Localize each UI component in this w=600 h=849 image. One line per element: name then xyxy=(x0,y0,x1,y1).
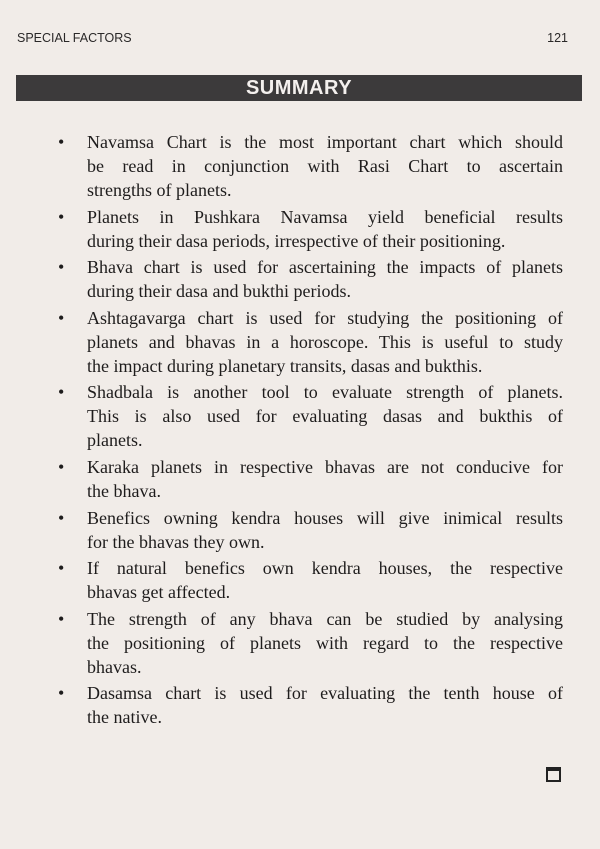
summary-list xyxy=(0,130,600,732)
section-title: SUMMARY xyxy=(245,76,353,99)
list-item-text-line: Benefics owning kendra houses will give inimical results xyxy=(87,507,563,528)
end-of-section-square-icon xyxy=(546,767,561,782)
list-item-text-line: Shadbala is another tool to evaluate strength of planets. xyxy=(87,382,563,403)
list-item xyxy=(0,255,600,303)
list-item-text-line: bhavas. xyxy=(87,656,142,677)
list-item-text-line: the positioning of planets with regard to the respective xyxy=(87,632,563,653)
list-item xyxy=(0,306,600,378)
list-item-text-line: The strength of any bhava can be studied by analysing xyxy=(87,608,563,629)
list-item xyxy=(0,380,600,452)
list-item-text-line: Dasamsa chart is used for evaluating the tenth house of xyxy=(87,683,563,704)
list-item xyxy=(0,556,600,604)
bullet-icon: • xyxy=(58,507,65,528)
bullet-icon: • xyxy=(58,257,65,278)
list-item xyxy=(0,130,600,202)
list-item xyxy=(0,205,600,253)
bullet-icon: • xyxy=(58,608,65,629)
list-item-text-line: Navamsa Chart is the most important chart which should xyxy=(87,132,563,152)
list-item-text-line: planets and bhavas in a horoscope. This is useful to study xyxy=(87,331,563,352)
list-item-text-line: for the bhavas they own. xyxy=(87,531,265,552)
list-item-text-line: during their dasa and bukthi periods. xyxy=(87,281,351,302)
list-item xyxy=(0,506,600,554)
list-item-text-line: Planets in Pushkara Navamsa yield beneficial results xyxy=(87,206,563,227)
list-item-text-line: be read in conjunction with Rasi Chart to ascertain xyxy=(87,156,563,176)
list-item-text-line: the native. xyxy=(87,707,162,728)
section-title-bar xyxy=(16,75,582,101)
list-item-text-line: the bhava. xyxy=(87,480,161,501)
list-item-text-line: during their dasa periods, irrespective of their positioning. xyxy=(87,230,506,251)
running-title: SPECIAL FACTORS xyxy=(17,31,132,45)
list-item-text-line: Ashtagavarga chart is used for studying the positioning of xyxy=(87,307,563,328)
bullet-icon: • xyxy=(58,456,65,477)
list-item-text-line: strengths of planets. xyxy=(87,180,232,200)
bullet-icon: • xyxy=(58,382,65,403)
list-item xyxy=(0,455,600,503)
list-item-text-line: Bhava chart is used for ascertaining the impacts of planets xyxy=(87,257,563,278)
list-item-text-line: This is also used for evaluating dasas and bukthis of xyxy=(87,406,563,427)
list-item-text-line: bhavas get affected. xyxy=(87,582,231,603)
list-item xyxy=(0,607,600,679)
bullet-icon: • xyxy=(58,132,65,152)
list-item-text-line: If natural benefics own kendra houses, the respective xyxy=(87,558,563,579)
bullet-icon: • xyxy=(58,683,65,704)
list-item-text-line: planets. xyxy=(87,430,143,451)
bullet-icon: • xyxy=(58,307,65,328)
list-item xyxy=(0,681,600,729)
bullet-icon: • xyxy=(58,558,65,579)
list-item-text-line: Karaka planets in respective bhavas are not conducive for xyxy=(87,456,563,477)
list-item-text-line: the impact during planetary transits, dasas and bukthis. xyxy=(87,355,483,376)
page-number: 121 xyxy=(547,31,568,45)
bullet-icon: • xyxy=(58,206,65,227)
